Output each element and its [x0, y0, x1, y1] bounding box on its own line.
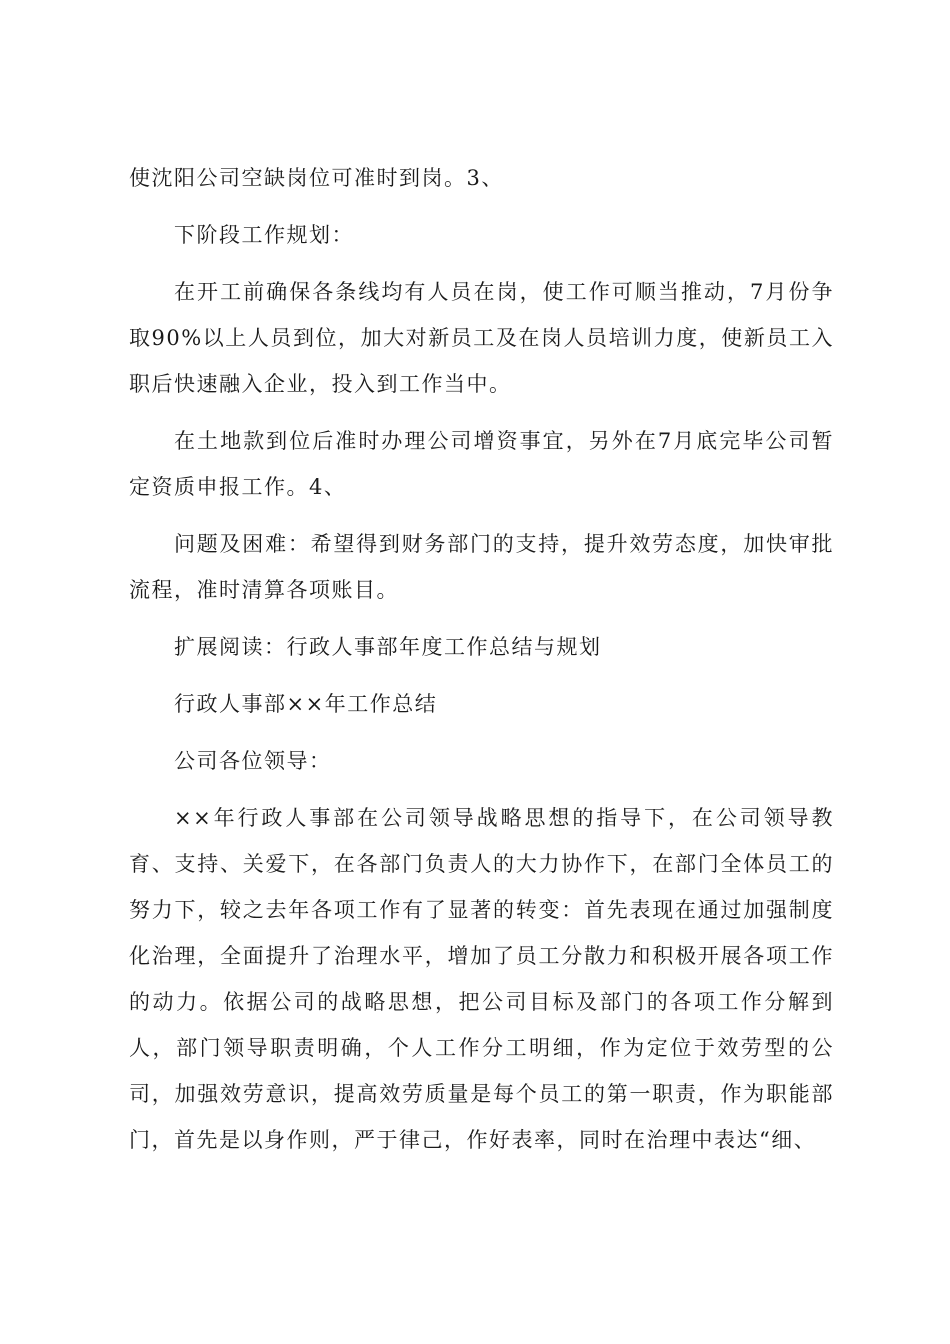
paragraph-3: 在开工前确保各条线均有人员在岗，使工作可顺当推动，7月份争取90%以上人员到位，加大对新员工及在岗人员培训力度，使新员工入职后快速融入企业，投入到工作当中。: [129, 280, 834, 396]
document-body: [129, 155, 834, 1174]
paragraph-6: 扩展阅读：行政人事部年度工作总结与规划: [174, 635, 602, 659]
paragraph-9: ××年行政人事部在公司领导战略思想的指导下，在公司领导教育、支持、关爱下，在各部门负责人的大力协作下，在部门全体员工的努力下，较之去年各项工作有了显著的转变：首先表现在通过加强制度化治理，全面提升了治理水平，增加了员工分散力和积极开展各项工作的动力。依据公司的战略思想，把公司目标及部门的各项工作分解到人，部门领导职责明确，个人工作分工明细，作为定位于效劳型的公司，加强效劳意识，提高效劳质量是每个员工的第一职责，作为职能部门，首先是以身作则，严于律己，作好表率，同时在治理中表达“细、: [129, 806, 834, 1152]
paragraph-5: 问题及困难：希望得到财务部门的支持，提升效劳态度，加快审批流程，准时清算各项账目。: [129, 532, 834, 602]
paragraph-7: 行政人事部××年工作总结: [174, 692, 438, 716]
paragraph-4: 在土地款到位后准时办理公司增资事宜，另外在7月底完毕公司暂定资质申报工作。4、: [129, 429, 834, 499]
paragraph-1: 使沈阳公司空缺岗位可准时到岗。3、: [129, 166, 504, 190]
paragraph-2: 下阶段工作规划：: [174, 223, 354, 247]
paragraph-8: 公司各位领导：: [174, 749, 332, 773]
